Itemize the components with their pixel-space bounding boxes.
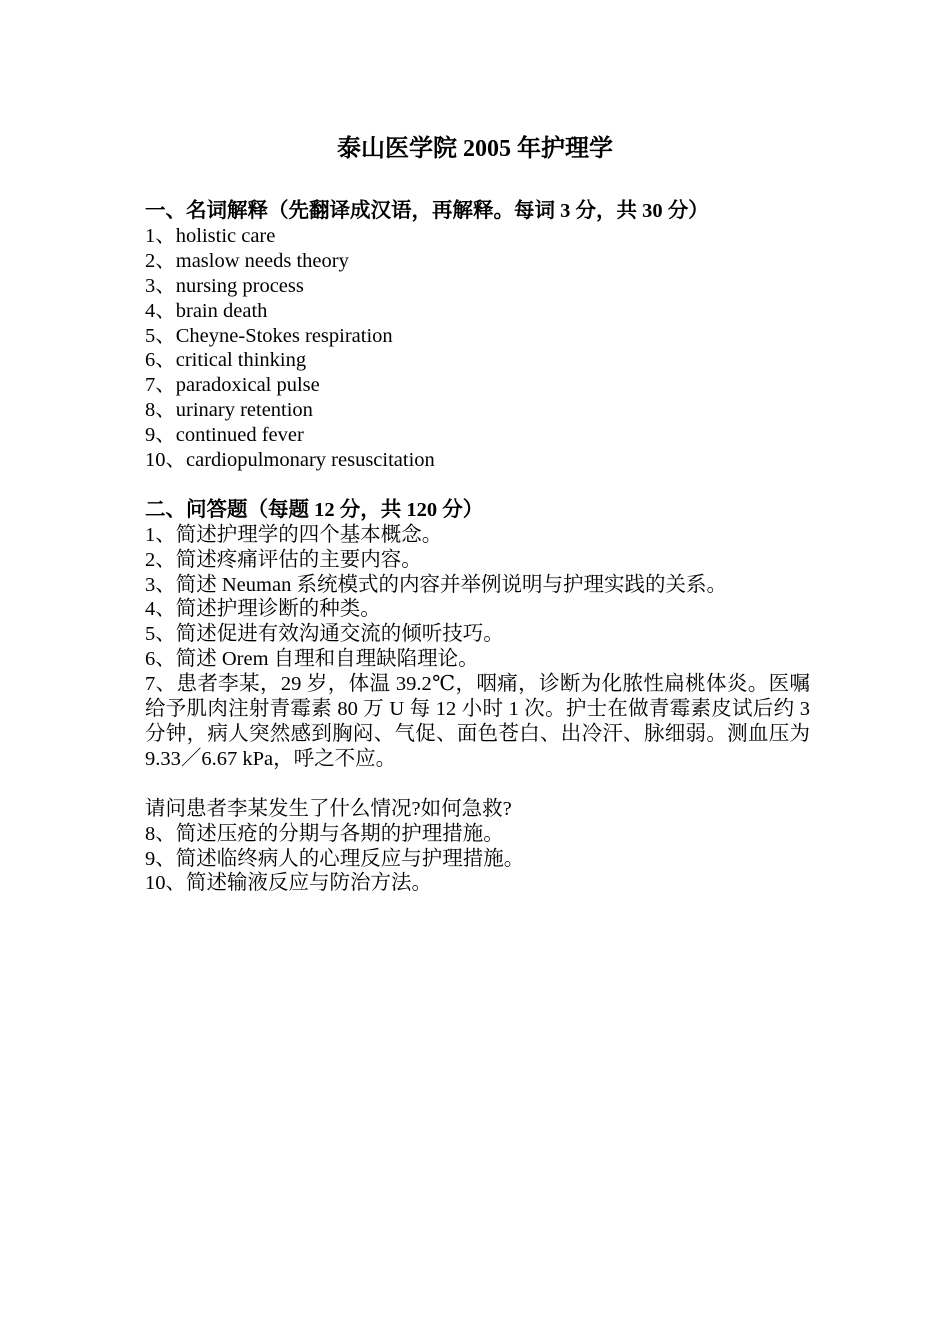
list-item: 3、简述 Neuman 系统模式的内容并举例说明与护理实践的关系。 xyxy=(145,573,727,596)
list-item: 4、简述护理诊断的种类。 xyxy=(145,598,381,621)
list-item: 9、简述临终病人的心理反应与护理措施。 xyxy=(145,847,525,870)
section-questions xyxy=(145,498,810,896)
list-item: 6、简述 Orem 自理和自理缺陷理论。 xyxy=(145,648,479,671)
list-item: 1、holistic care xyxy=(145,224,276,247)
section-heading: 二、问答题（每题 12 分，共 120 分） xyxy=(145,498,484,521)
list-item: 2、maslow needs theory xyxy=(145,249,349,272)
list-item: 3、nursing process xyxy=(145,274,304,297)
exam-content xyxy=(145,199,810,896)
case-question-prompt: 请问患者李某发生了什么情况?如何急救? xyxy=(145,797,512,820)
section-spacer xyxy=(145,473,810,498)
list-item: 5、Cheyne-Stokes respiration xyxy=(145,324,393,347)
list-item: 7、paradoxical pulse xyxy=(145,374,320,397)
list-item: 8、简述压疮的分期与各期的护理措施。 xyxy=(145,822,504,845)
list-item: 1、简述护理学的四个基本概念。 xyxy=(145,523,443,546)
paragraph-spacer xyxy=(145,772,810,797)
exam-title: 泰山医学院 2005 年护理学 xyxy=(337,136,613,162)
list-item: 10、简述输液反应与防治方法。 xyxy=(145,872,432,895)
list-item: 6、critical thinking xyxy=(145,349,307,372)
list-item: 10、cardiopulmonary resuscitation xyxy=(145,449,435,472)
list-item: 9、continued fever xyxy=(145,424,304,447)
list-item: 5、简述促进有效沟通交流的倾听技巧。 xyxy=(145,623,504,646)
section-heading: 一、名词解释（先翻译成汉语，再解释。每词 3 分，共 30 分） xyxy=(145,200,709,222)
section-term-definitions xyxy=(145,199,810,473)
list-item: 2、简述疼痛评估的主要内容。 xyxy=(145,548,422,571)
list-item: 4、brain death xyxy=(145,299,268,322)
list-item: 8、urinary retention xyxy=(145,399,313,422)
case-question: 7、患者李某，29 岁，体温 39.2℃，咽痛，诊断为化脓性扁桃体炎。医嘱给予肌肉注射青霉素 80 万 U 每 12 小时 1 次。护士在做青霉素皮试后约 3 分钟，病人突然感到胸闷、气促、面色苍白、出冷汗、脉细弱。测血压为 9.33／6.67 kPa，呼之不应。 xyxy=(145,673,810,770)
